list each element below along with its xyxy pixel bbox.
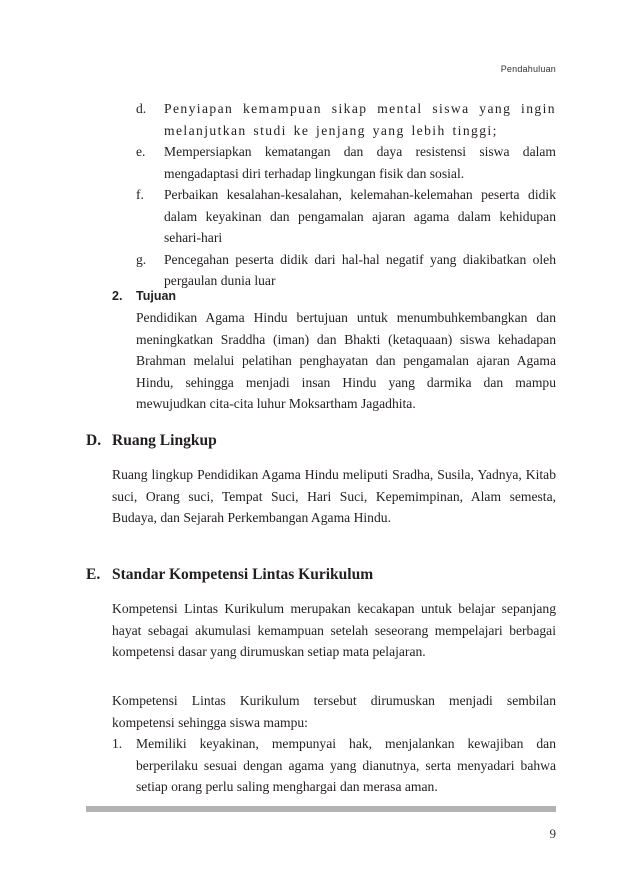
page-number: 9 xyxy=(549,826,556,841)
section-heading-e xyxy=(86,566,373,584)
section-e-paragraph-1: Kompetensi Lintas Kurikulum merupakan kecakapan untuk belajar sepanjang hayat sebagai akumulasi kemampuan setelah seseorang mempelajari berbagai kompetensi dasar yang dirumuskan setiap mata pelajaran. xyxy=(112,601,556,659)
list-item xyxy=(136,98,556,141)
section-letter: E. xyxy=(86,566,101,583)
list-text: Penyiapan kemampuan sikap mental siswa yang ingin melanjutkan studi ke jenjang yang lebih tinggi; xyxy=(164,101,556,138)
section-d-paragraph: Ruang lingkup Pendidikan Agama Hindu meliputi Sradha, Susila, Yadnya, Kitab suci, Orang suci, Tempat Suci, Hari Suci, Kepemimpinan, Alam semesta, Budaya, dan Sejarah Perkembangan Agama Hindu. xyxy=(112,467,556,525)
list-marker: f. xyxy=(136,187,144,202)
list-marker: g. xyxy=(136,251,147,267)
list-item xyxy=(136,184,556,249)
point-tujuan xyxy=(112,286,556,415)
list-marker: e. xyxy=(136,144,146,159)
list-item xyxy=(112,733,556,798)
list-text: Memiliki keyakinan, mempunyai hak, menjalankan kewajiban dan berperilaku sesuai dengan agama yang dianutnya, serta menyadari bahwa setiap orang perlu saling menghargai dan merasa aman. xyxy=(136,736,556,794)
footer-rule xyxy=(86,806,556,812)
point-paragraph: Pendidikan Agama Hindu bertujuan untuk menumbuhkembangkan dan meningkatkan Sraddha (iman) dan Bhakti (ketaquaan) siswa kehadapan Brahman melalui pelatihan penghayatan dan pengamalan ajaran Agama Hindu, sehingga menjadi insan Hindu yang darmika dan mampu mewujudkan cita-cita luhur Moksartham Jagadhita. xyxy=(136,310,556,411)
point-number: 2. xyxy=(112,289,123,303)
list-text: Perbaikan kesalahan-kesalahan, kelemahan-kelemahan peserta didik dalam keyakinan dan pengamalan ajaran agama dalam kehidupan sehari-hari xyxy=(164,187,556,245)
list-item xyxy=(136,141,556,184)
section-letter: D. xyxy=(86,432,102,449)
section-heading-d xyxy=(86,432,217,450)
section-title: Ruang Lingkup xyxy=(112,432,217,449)
point-title xyxy=(112,286,556,307)
list-text: Mempersiapkan kematangan dan daya resistensi siswa dalam mengadaptasi diri terhadap lingkungan fisik dan sosial. xyxy=(164,144,556,181)
list-marker: d. xyxy=(136,101,147,116)
point-title-text: Tujuan xyxy=(136,289,177,303)
competency-list xyxy=(112,733,556,798)
section-title: Standar Kompetensi Lintas Kurikulum xyxy=(112,566,374,583)
list-text: Pencegahan peserta didik dari hal-hal negatif yang diakibatkan oleh pergaulan dunia luar xyxy=(164,251,556,288)
list-marker: 1. xyxy=(112,736,123,751)
sub-list xyxy=(136,98,556,292)
running-header: Pendahuluan xyxy=(500,64,556,74)
section-e-paragraph-2: Kompetensi Lintas Kurikulum tersebut dirumuskan menjadi sembilan kompetensi sehingga siswa mampu: xyxy=(112,693,556,730)
